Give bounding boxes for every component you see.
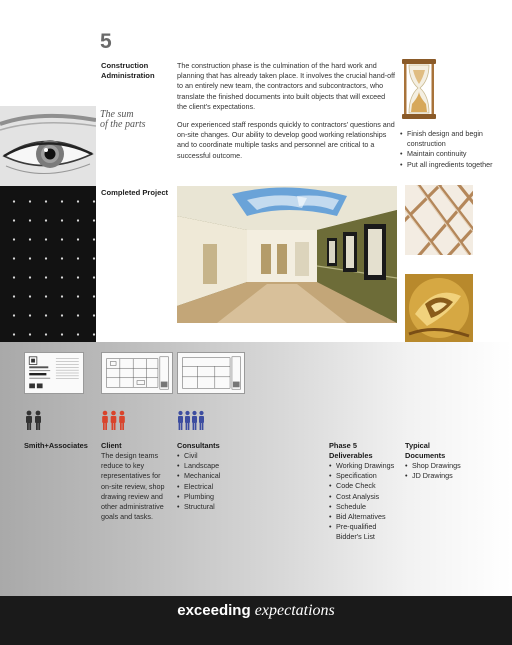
documents-heading <box>405 441 445 461</box>
deliverables-heading <box>329 441 373 461</box>
drawing-thumbnail <box>101 352 173 394</box>
list-item: • Pre-qualified Bidder's List <box>329 522 404 542</box>
tagline <box>100 110 172 130</box>
list-item: • Civil <box>177 451 257 461</box>
list-item: • Shop Drawings <box>405 461 485 471</box>
list-item: • Mechanical <box>177 471 257 481</box>
deliverables-list <box>329 461 404 543</box>
documents-heading-line-1: Typical <box>405 441 430 450</box>
list-item: • Finish design and begin construction <box>400 129 500 149</box>
list-item: • Landscape <box>177 461 257 471</box>
documents-heading-line-2: Documents <box>405 451 446 460</box>
consultants-heading: Consultants <box>177 441 220 450</box>
eye-photo <box>0 106 96 186</box>
staff-paragraph: Our experienced staff responds quickly to contractors' questions and on-site changes. Our ability to develop good working relationships and to coordinate multiple tasks and personnel are critical to a successful outcome. <box>177 120 395 160</box>
consultants-people-icon <box>177 410 205 430</box>
list-item: • JD Drawings <box>405 471 485 481</box>
section-title: Construction Administration <box>101 61 155 80</box>
deliverables-heading-line-1: Phase 5 <box>329 441 357 450</box>
list-item: • Bid Alternatives <box>329 512 404 522</box>
tagline-line-2: of the parts <box>100 119 146 130</box>
client-heading: Client <box>101 441 122 450</box>
document-thumbnail <box>24 352 84 394</box>
footer-slogan-bold: exceeding <box>177 602 251 619</box>
list-item: • Structural <box>177 502 257 512</box>
footer-slogan-italic: expectations <box>254 602 335 619</box>
list-item: • Plumbing <box>177 492 257 502</box>
list-item: • Code Check <box>329 481 404 491</box>
list-item: • Specification <box>329 471 404 481</box>
list-item: • Working Drawings <box>329 461 404 471</box>
smith-associates-heading: Smith+Associates <box>24 441 88 450</box>
list-item: • Schedule <box>329 502 404 512</box>
plan-thumbnail <box>177 352 245 394</box>
list-item: • Cost Analysis <box>329 492 404 502</box>
footer-slogan <box>0 602 512 620</box>
list-item: • Maintain continuity <box>400 149 500 159</box>
list-item: • Put all ingredients together <box>400 160 500 170</box>
gold-sculpture-image <box>405 274 473 342</box>
deliverables-heading-line-2: Deliverables <box>329 451 373 460</box>
client-description: The design teams reduce to key representatives for on-site review, shop drawing review and other administrative goals and tasks. <box>101 451 165 522</box>
consultants-list <box>177 451 257 512</box>
list-item: • Electrical <box>177 482 257 492</box>
dotted-pattern-panel <box>0 186 96 342</box>
smith-associates-people-icon <box>24 410 44 430</box>
tagline-line-1: The sum <box>100 109 134 120</box>
intro-paragraph: The construction phase is the culmination of the hard work and planning that has already taken place. It involves the crucial hand-off to an entirely new team, the contractors and subcontractors, who translate the finished documents into built objects that will exceed the client's expectations. <box>177 61 396 111</box>
completed-project-photo <box>177 186 397 323</box>
phase-goals-list <box>400 129 500 170</box>
completed-project-label: Completed Project <box>101 188 169 197</box>
hourglass-image <box>400 58 438 120</box>
phase-number: 5 <box>100 30 112 53</box>
lattice-detail-image <box>405 185 473 255</box>
client-people-icon <box>101 410 127 430</box>
documents-list <box>405 461 485 481</box>
